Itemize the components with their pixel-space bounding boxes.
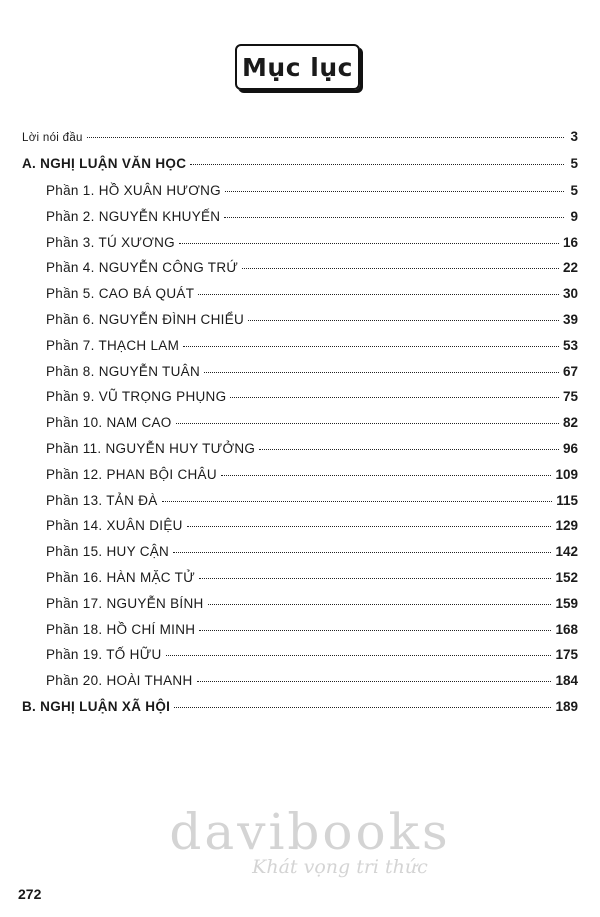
toc-entry xyxy=(46,518,578,538)
toc-entry xyxy=(46,364,578,384)
toc-entry-label: Phần 4. NGUYỄN CÔNG TRỨ xyxy=(46,260,239,276)
toc-entry xyxy=(46,596,578,616)
dot-leader xyxy=(174,707,551,708)
dot-leader xyxy=(221,475,552,476)
dot-leader xyxy=(204,372,559,373)
dot-leader xyxy=(225,191,564,192)
toc-entry xyxy=(22,699,578,719)
toc-entry-page-number: 82 xyxy=(562,415,578,431)
toc-entry-page-number: 53 xyxy=(562,337,578,353)
toc-entry-label: B. NGHỊ LUẬN XÃ HỘI xyxy=(22,699,171,714)
toc-entry-page-number: 175 xyxy=(555,647,578,663)
toc-entry-page-number: 75 xyxy=(562,389,578,405)
toc-entry xyxy=(46,570,578,590)
toc-entry-page-number: 152 xyxy=(555,570,578,585)
dot-leader xyxy=(208,604,552,605)
toc-entry xyxy=(46,338,578,358)
toc-entry xyxy=(46,209,578,229)
toc-entry-page-number: 115 xyxy=(556,492,578,508)
toc-entry xyxy=(46,260,578,280)
dot-leader xyxy=(87,137,564,138)
toc-entry-label: Lời nói đầu xyxy=(22,132,83,144)
toc-entry-label: Phần 1. HỒ XUÂN HƯƠNG xyxy=(46,183,221,198)
toc-entry-label: Phần 8. NGUYỄN TUÂN xyxy=(46,363,201,379)
toc-entry xyxy=(46,493,578,513)
dot-leader xyxy=(199,578,551,579)
dot-leader xyxy=(259,449,559,450)
toc-entry-label: Phần 14. XUÂN DIỆU xyxy=(46,518,183,534)
toc-entry-label: Phần 16. HÀN MẶC TỬ xyxy=(46,570,196,585)
dot-leader xyxy=(197,681,552,682)
dot-leader xyxy=(176,423,559,424)
toc-entry xyxy=(46,622,578,642)
toc-entry-page-number: 159 xyxy=(555,595,578,611)
dot-leader xyxy=(162,501,553,502)
toc-entry-label: Phần 2. NGUYỄN KHUYẾN xyxy=(46,208,221,224)
toc-entry-page-number: 168 xyxy=(555,621,578,637)
toc-entry-label: Phần 18. HỒ CHÍ MINH xyxy=(46,621,196,637)
watermark xyxy=(160,803,460,878)
toc-entry-label: Phần 3. TÚ XƯƠNG xyxy=(46,234,175,250)
toc-entry-page-number: 5 xyxy=(570,183,578,198)
toc-entry-label: Phần 13. TẢN ĐÀ xyxy=(46,492,158,508)
toc-entry-page-number: 96 xyxy=(562,441,578,456)
toc-entry xyxy=(22,156,578,176)
toc-entry xyxy=(46,183,578,203)
toc-entry-page-number: 16 xyxy=(562,234,578,250)
toc-entry-label: A. NGHỊ LUẬN VĂN HỌC xyxy=(22,156,187,171)
title-box xyxy=(235,44,360,90)
toc-entry-page-number: 39 xyxy=(562,312,578,327)
toc-entry xyxy=(46,647,578,667)
toc-entry-label: Phần 7. THẠCH LAM xyxy=(46,337,180,353)
toc-entry-page-number: 109 xyxy=(555,466,578,482)
toc-entry xyxy=(46,389,578,409)
toc-entry-page-number: 22 xyxy=(562,260,578,276)
toc-entry xyxy=(46,544,578,564)
toc-entry-label: Phần 10. NAM CAO xyxy=(46,415,172,431)
toc-entry-page-number: 9 xyxy=(570,208,578,224)
dot-leader xyxy=(242,268,559,269)
toc-entry xyxy=(46,286,578,306)
toc-entry-label: Phần 5. CAO BÁ QUÁT xyxy=(46,286,195,302)
dot-leader xyxy=(187,526,552,527)
dot-leader xyxy=(173,552,551,553)
toc-entry-label: Phần 6. NGUYỄN ĐÌNH CHIỂU xyxy=(46,312,245,327)
footer-page-number: 272 xyxy=(18,886,42,902)
dot-leader xyxy=(230,397,559,398)
toc-entry-page-number: 142 xyxy=(555,544,578,560)
toc-entry-label: Phần 20. HOÀI THANH xyxy=(46,673,193,689)
toc-entry-label: Phần 11. NGUYỄN HUY TƯỞNG xyxy=(46,441,256,456)
toc-entry xyxy=(46,312,578,332)
dot-leader xyxy=(198,294,559,295)
toc-entry-page-number: 3 xyxy=(570,129,578,144)
toc-entry-label: Phần 12. PHAN BỘI CHÂU xyxy=(46,466,217,482)
dot-leader xyxy=(179,243,559,244)
toc-entry xyxy=(46,673,578,693)
toc-entry xyxy=(46,441,578,461)
toc-entry-label: Phần 9. VŨ TRỌNG PHỤNG xyxy=(46,389,227,405)
toc-entry-page-number: 67 xyxy=(562,363,578,379)
dot-leader xyxy=(248,320,559,321)
toc-entry-label: Phần 17. NGUYỄN BÍNH xyxy=(46,595,204,611)
toc-entry-label: Phần 15. HUY CẬN xyxy=(46,544,170,560)
dot-leader xyxy=(183,346,559,347)
toc-entry xyxy=(46,467,578,487)
toc-entry-page-number: 184 xyxy=(555,673,578,689)
toc-entry-page-number: 189 xyxy=(555,699,578,714)
toc-entry-page-number: 129 xyxy=(555,518,578,534)
toc-entry-page-number: 5 xyxy=(570,156,578,171)
toc-entry xyxy=(46,415,578,435)
toc-entry-page-number: 30 xyxy=(562,286,578,302)
watermark-name: davibooks xyxy=(169,803,451,861)
dot-leader xyxy=(190,164,564,165)
dot-leader xyxy=(224,217,564,218)
page-title: Mục lục xyxy=(242,52,353,82)
dot-leader xyxy=(166,655,552,656)
toc-entry xyxy=(46,235,578,255)
toc-entry xyxy=(22,129,578,149)
watermark-slogan: Khát vọng tri thức xyxy=(252,856,428,878)
toc-entry-label: Phần 19. TỐ HỮU xyxy=(46,647,162,663)
dot-leader xyxy=(199,630,551,631)
